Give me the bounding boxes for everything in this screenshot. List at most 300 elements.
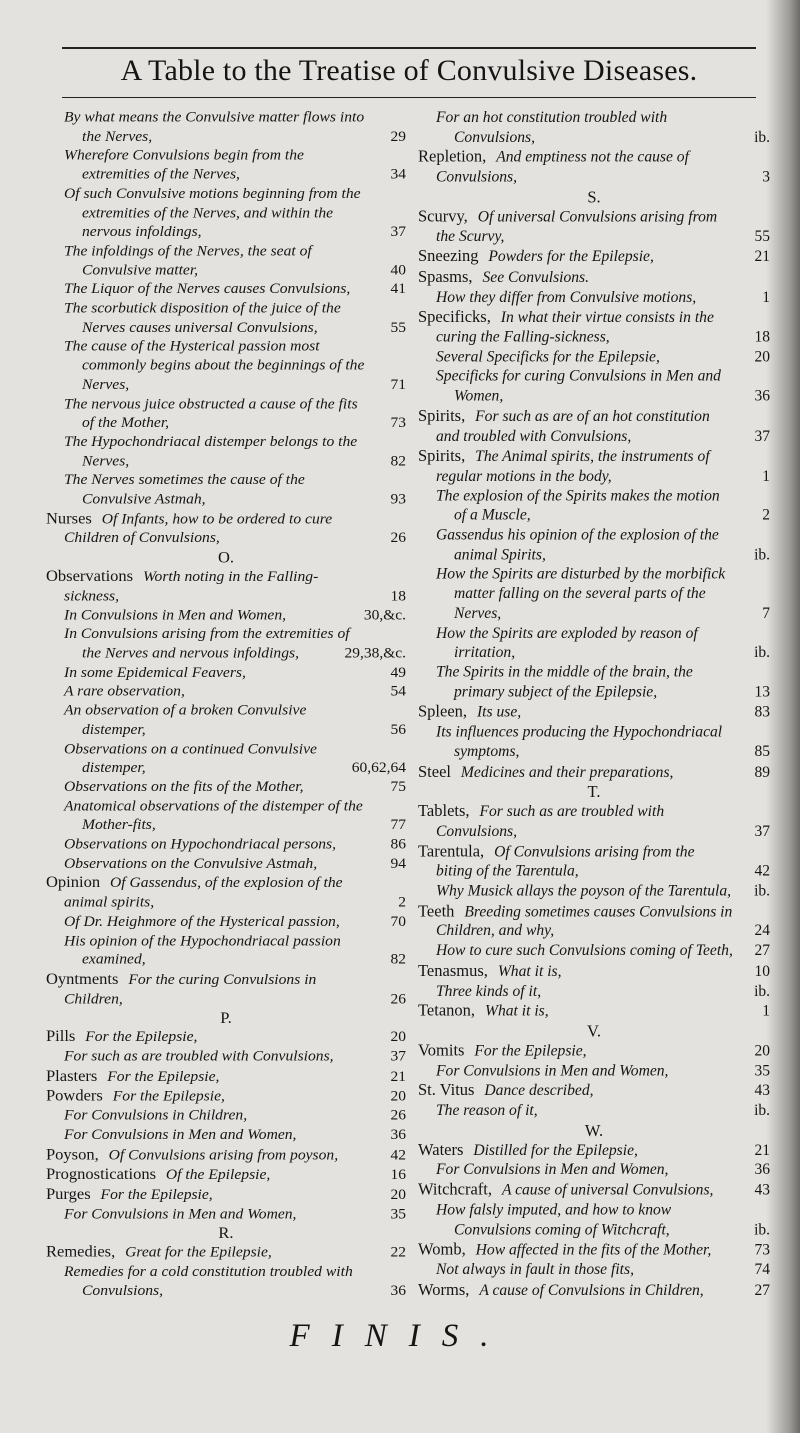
entry-body [64, 797, 406, 835]
entry-headword: Scurvy, [418, 206, 468, 226]
entry-text: How the Spirits are exploded by reason of irritation, [436, 624, 698, 662]
index-entry [418, 882, 770, 902]
entry-body [436, 486, 770, 525]
entry-text: Of Convulsions arising from the biting of the Tarentula, [436, 843, 695, 880]
entry-body [436, 981, 770, 1001]
page-number: 36 [390, 1282, 406, 1299]
index-entry [418, 1140, 770, 1161]
page-number: 43 [754, 1082, 770, 1100]
entry-text: The reason of it, [436, 1102, 538, 1120]
entry-body [436, 663, 770, 702]
entry-body [436, 565, 770, 624]
index-entry [46, 1125, 406, 1144]
index-entry [46, 1205, 406, 1224]
entry-text: Anatomical observations of the distemper of the Mother-fits, [64, 797, 363, 834]
page-number: 1 [762, 467, 770, 485]
entry-headword: Plasters [46, 1066, 98, 1085]
entry-text: By what means the Convulsive matter flows into the Nerves, [64, 108, 365, 145]
page-number: 37 [390, 1048, 406, 1065]
entry-body [64, 912, 406, 931]
index-entry [418, 246, 770, 267]
index-entry [418, 526, 770, 565]
page-number: 73 [390, 414, 406, 431]
entry-body [436, 1260, 770, 1280]
page-number: 85 [754, 743, 770, 760]
entry-text: The nervous juice obstructed a cause of the fits of the Mother, [64, 395, 358, 431]
entry-body [46, 1145, 406, 1165]
entry-text: In what their virtue consists in the curing the Falling-sickness, [436, 309, 714, 346]
index-entry [46, 931, 406, 969]
entry-body [46, 969, 406, 1008]
entry-text: Of Dr. Heighmore of the Hysterical passion, [64, 913, 340, 930]
entry-headword: Prognostications [46, 1164, 156, 1183]
entry-body [436, 882, 770, 902]
page-number: 2 [762, 507, 770, 524]
entry-headword: Spirits, [418, 406, 466, 425]
index-entry [46, 433, 406, 471]
entry-text: And emptiness not the cause of Convulsions, [436, 149, 689, 186]
entry-body [64, 1125, 406, 1144]
entry-body [64, 778, 406, 797]
index-entry [46, 663, 406, 682]
finis-text: FINIS. [289, 1318, 511, 1354]
index-entry [418, 702, 770, 723]
entry-text: Several Specificks for the Epilepsie, [436, 348, 660, 366]
index-entry [46, 625, 406, 663]
entry-body [418, 307, 770, 347]
entry-body [418, 1001, 770, 1022]
entry-text: The Nerves sometimes the cause of the Convulsive Astmah, [64, 471, 305, 508]
entry-body [418, 702, 770, 723]
section-letter: O. [217, 548, 235, 567]
entry-text: Observations on a continued Convulsive distemper, [64, 740, 317, 776]
index-entry [418, 206, 770, 246]
page-number: 27 [754, 1281, 770, 1299]
index-entry [46, 701, 406, 739]
index-entry [46, 1106, 406, 1125]
page-number: 20 [390, 1186, 406, 1204]
entry-text: A cause of Convulsions in Children, [479, 1281, 704, 1299]
index-entry [46, 739, 406, 777]
index-entry [418, 446, 770, 486]
entry-body [64, 299, 406, 337]
entry-headword: Spasms, [418, 266, 473, 286]
page-number: 82 [390, 951, 406, 968]
entry-text: How falsly imputed, and how to know Convulsions coming of Witchcraft, [436, 1201, 672, 1238]
page-number: 20 [390, 1088, 406, 1105]
index-entry [46, 242, 406, 280]
index-entry [46, 1027, 406, 1047]
entry-body [46, 509, 406, 548]
page-number: 10 [754, 962, 770, 980]
entry-text: Of Infants, how to be ordered to cure Children of Convulsions, [64, 510, 333, 547]
entry-body [64, 1262, 406, 1300]
entry-body [436, 367, 770, 406]
entry-text: What it is, [497, 962, 562, 980]
entry-text: For Convulsions in Men and Women, [436, 1161, 669, 1179]
page-number: 7 [762, 604, 770, 622]
index-entry [418, 1160, 770, 1180]
index-entry [418, 347, 770, 367]
page-number: 21 [390, 1068, 406, 1085]
entry-text: Observations on the Convulsive Astmah, [64, 854, 318, 872]
entry-body [64, 1106, 406, 1125]
left-column [46, 108, 406, 1300]
entry-headword: Witchcraft, [418, 1179, 493, 1199]
index-entry [418, 1061, 770, 1081]
entry-text: A cause of universal Convulsions, [501, 1181, 714, 1199]
entry-text: A rare observation, [64, 683, 185, 700]
page-number: ib. [754, 982, 770, 1000]
entry-body [64, 701, 406, 739]
page-number: 35 [390, 1205, 406, 1223]
page-number: 36 [754, 387, 770, 405]
entry-body [64, 433, 406, 471]
entry-headword: Specificks, [418, 307, 491, 327]
index-entry [418, 367, 770, 406]
entry-text: The explosion of the Spirits makes the motion of a Muscle, [436, 487, 720, 524]
entry-body [46, 1066, 406, 1086]
index-entry [418, 723, 770, 762]
entry-headword: St. Vitus [418, 1080, 475, 1100]
entry-headword: Worms, [418, 1279, 470, 1299]
entry-text: His opinion of the Hypochondriacal passion examined, [64, 932, 341, 968]
index-entry [418, 406, 770, 446]
page-number: 71 [390, 376, 406, 393]
page-number: 83 [754, 703, 770, 721]
entry-body [64, 108, 406, 146]
entry-body [46, 1027, 406, 1047]
index-entry [418, 1101, 770, 1121]
page-number: 37 [754, 427, 770, 445]
entry-headword: Repletion, [418, 147, 487, 167]
page-number: 60,62,64 [351, 759, 406, 776]
index-entry [46, 606, 406, 625]
entry-text: Great for the Epilepsie, [125, 1244, 272, 1261]
page-number: 49 [390, 663, 406, 681]
index-entry [418, 1260, 770, 1280]
index-entry [46, 778, 406, 797]
entry-text: The Liquor of the Nerves causes Convulsions, [64, 280, 351, 298]
page-number: 29,38,&c. [344, 644, 406, 662]
index-entry [418, 1280, 770, 1301]
entry-headword: Spleen, [418, 701, 468, 721]
entry-body [418, 1081, 770, 1102]
entry-body [46, 873, 406, 912]
entry-headword: Womb, [418, 1239, 466, 1259]
entry-headword: Powders [46, 1086, 103, 1105]
entry-body [64, 337, 406, 394]
entry-headword: Sneezing [418, 246, 479, 266]
page-number: 73 [754, 1241, 770, 1259]
entry-body [46, 1185, 406, 1205]
page-number: 2 [398, 894, 406, 911]
top-rule [62, 47, 756, 49]
entry-text: For the curing Convulsions in Children, [64, 971, 317, 1007]
page-number: 35 [754, 1062, 770, 1079]
entry-text: Three kinds of it, [436, 982, 542, 1000]
page-number: 37 [754, 822, 770, 840]
entry-body [436, 1160, 770, 1180]
index-entry [418, 624, 770, 663]
page-number: 43 [754, 1181, 770, 1199]
entry-text: How the Spirits are disturbed by the morbifick matter falling on the several parts of the Nerves, [436, 565, 726, 622]
page-number: 77 [390, 816, 406, 834]
entry-text: For the Epilepsie, [474, 1042, 587, 1060]
page-number: 3 [762, 168, 770, 186]
entry-text: Of Gassendus, of the explosion of the animal spirits, [64, 874, 343, 911]
index-entry [418, 486, 770, 525]
page-number: 56 [390, 721, 406, 738]
page-title: A Table to the Treatise of Convulsive Diseases. [120, 54, 698, 87]
index-entry [418, 1200, 770, 1239]
page-number: 26 [390, 990, 406, 1007]
page-number: 18 [754, 328, 770, 346]
entry-body [64, 1205, 406, 1224]
entry-text: For such as are troubled with Convulsions, [436, 803, 665, 840]
page-number: 1 [762, 288, 770, 306]
page-number: 24 [754, 922, 770, 940]
index-entry [418, 1240, 770, 1261]
page-number: 21 [754, 248, 770, 266]
entry-text: For Convulsions in Children, [64, 1107, 248, 1124]
entry-text: Observations on the fits of the Mother, [64, 778, 304, 796]
entry-body [418, 446, 770, 486]
index-entry [418, 663, 770, 702]
page-number: ib. [754, 128, 770, 146]
entry-body [64, 931, 406, 969]
page-number: 20 [754, 1042, 770, 1060]
entry-text: Wherefore Convulsions begin from the extremities of the Nerves, [64, 147, 304, 183]
entry-headword: Tetanon, [418, 1001, 476, 1020]
entry-text: For the Epilepsie, [112, 1088, 225, 1105]
page-number: 86 [390, 835, 406, 853]
page-number: 20 [390, 1028, 406, 1046]
index-entry [418, 901, 770, 941]
entry-body [436, 288, 770, 308]
entry-text: How they differ from Convulsive motions, [436, 288, 697, 306]
entry-text: Of Convulsions arising from poyson, [108, 1146, 339, 1163]
entry-body [436, 1101, 770, 1121]
page-number: 42 [754, 862, 770, 880]
entry-text: Worth noting in the Falling-sickness, [64, 568, 319, 605]
entry-body [418, 1040, 770, 1061]
entry-body [418, 1180, 770, 1201]
index-entry [46, 854, 406, 873]
entry-headword: Waters [418, 1139, 464, 1159]
index-entry [418, 801, 770, 841]
index-entry [46, 1066, 406, 1086]
section-letter: S. [587, 187, 601, 207]
page-number: 20 [754, 348, 770, 366]
entry-body [46, 1165, 406, 1185]
entry-text: Of universal Convulsions arising from the Scurvy, [436, 208, 718, 245]
page-number: ib. [754, 1102, 770, 1120]
entry-body [418, 762, 770, 783]
entry-text: For such as are troubled with Convulsions, [64, 1048, 334, 1065]
entry-body [64, 835, 406, 854]
entry-body [64, 1047, 406, 1066]
entry-text: Distilled for the Epilepsie, [473, 1141, 638, 1159]
entry-text: Its influences producing the Hypochondriacal symptoms, [436, 723, 723, 760]
page-number: ib. [754, 644, 770, 662]
page-number: ib. [754, 882, 770, 900]
right-column [418, 108, 770, 1300]
index-entry [46, 567, 406, 606]
entry-text: In Convulsions in Men and Women, [64, 606, 287, 624]
page-number: 30,&c. [363, 606, 406, 624]
page-number: 1 [762, 1003, 770, 1020]
entry-headword: Opinion [46, 873, 101, 892]
entry-body [64, 242, 406, 280]
index-entry [418, 841, 770, 881]
entry-headword: Vomits [418, 1040, 465, 1060]
book-gutter-shadow [766, 0, 800, 1433]
page-number: 42 [390, 1146, 406, 1163]
entry-headword: Nurses [46, 508, 92, 528]
page-number: 18 [390, 587, 406, 605]
entry-text: For the Epilepsie, [85, 1028, 198, 1046]
entry-body [64, 471, 406, 509]
index-entry [418, 961, 770, 982]
page-number: 16 [390, 1166, 406, 1183]
entry-body [418, 1140, 770, 1161]
entry-body [436, 347, 770, 367]
section-letter: R. [218, 1223, 234, 1243]
entry-text: See Convulsions. [482, 268, 590, 286]
index-entry [46, 969, 406, 1008]
index-entry [418, 267, 770, 288]
page-number: 37 [390, 223, 406, 241]
entry-text: The Spirits in the middle of the brain, the primary subject of the Epilepsie, [436, 663, 693, 701]
entry-body [64, 394, 406, 432]
entry-body [46, 567, 406, 606]
entry-text: How to cure such Convulsions coming of Teeth, [436, 942, 733, 960]
entry-text: Observations on Hypochondriacal persons, [64, 835, 336, 853]
entry-text: Of such Convulsive motions beginning from the extremities of the Nerves, and within the nervous infoldings, [64, 185, 361, 241]
entry-headword: Remedies, [46, 1242, 116, 1261]
entry-text: For Convulsions in Men and Women, [436, 1062, 669, 1079]
title-rule [62, 97, 756, 98]
page-number: 36 [390, 1126, 406, 1143]
page-number: 27 [754, 942, 770, 960]
index-entry [46, 1145, 406, 1165]
index-entry [418, 1001, 770, 1022]
entry-body [64, 280, 406, 299]
index-entry [418, 1040, 770, 1061]
section-letter: T. [587, 782, 601, 802]
entry-body [64, 146, 406, 184]
page-number: 55 [390, 319, 406, 336]
entry-body [436, 108, 770, 147]
page-number: 22 [390, 1244, 406, 1261]
entry-body [436, 526, 770, 565]
entry-headword: Tenasmus, [418, 960, 488, 980]
entry-body [418, 206, 770, 246]
entry-text: Not always in fault in those fits, [436, 1261, 634, 1279]
entry-text: For the Epilepsie, [107, 1068, 220, 1085]
page-number: 89 [754, 763, 770, 781]
entry-text: Specificks for curing Convulsions in Men and Women, [436, 367, 721, 405]
entry-headword: Spirits, [418, 446, 466, 466]
page-number: 54 [390, 683, 406, 700]
entry-body [436, 1061, 770, 1081]
entry-body [64, 854, 406, 873]
entry-body [418, 901, 770, 941]
entry-headword: Observations [46, 566, 134, 585]
entry-text: Its use, [476, 703, 522, 721]
entry-text: What it is, [484, 1003, 549, 1020]
page-number: 13 [754, 683, 770, 701]
entry-text: The Hypochondriacal distemper belongs to the Nerves, [64, 433, 358, 470]
index-entry [418, 762, 770, 783]
page-number: 93 [390, 490, 406, 508]
entry-text: Remedies for a cold constitution troubled with Convulsions, [64, 1263, 353, 1299]
entry-text: The cause of the Hysterical passion most commonly begins about the beginnings of the Nerves, [64, 338, 365, 393]
index-entry [418, 981, 770, 1001]
section-letter: V. [587, 1021, 601, 1041]
index-entry [46, 682, 406, 701]
index-entry [46, 184, 406, 241]
entry-body [64, 682, 406, 701]
entry-body [418, 406, 770, 446]
index-entry [46, 797, 406, 835]
entry-text: For Convulsions in Men and Women, [64, 1205, 297, 1223]
page-number: 29 [390, 128, 406, 145]
index-entry [418, 108, 770, 147]
entry-headword: Steel [418, 761, 451, 781]
entry-headword: Tablets, [418, 801, 470, 821]
index-entry [418, 147, 770, 187]
page-number: 55 [754, 227, 770, 245]
page-number: 36 [754, 1161, 770, 1179]
entry-text: Of the Epilepsie, [165, 1166, 271, 1183]
index-entry [418, 565, 770, 624]
entry-text: Why Musick allays the poyson of the Tarentula, [436, 882, 732, 900]
entry-body [64, 663, 406, 682]
entry-headword: Teeth [418, 901, 455, 920]
index-entry [46, 1185, 406, 1205]
entry-headword: Oyntments [46, 969, 119, 988]
entry-body [436, 941, 770, 961]
entry-text: For such as are of an hot constitution and troubled with Convulsions, [436, 408, 710, 445]
entry-body [46, 1242, 406, 1262]
index-entry [46, 1242, 406, 1262]
entry-body [418, 841, 770, 881]
section-letter: W. [584, 1120, 604, 1140]
entry-text: The scorbutick disposition of the juice of the Nerves causes universal Convulsions, [64, 299, 341, 336]
page-number: 26 [390, 1107, 406, 1124]
entry-text: In some Epidemical Feavers, [64, 663, 246, 681]
section-letter: P. [220, 1008, 232, 1028]
entry-text: Powders for the Epilepsie, [488, 248, 654, 266]
page-number: 75 [390, 778, 406, 796]
page-number: 94 [390, 854, 406, 872]
entry-body [436, 1200, 770, 1239]
entry-headword: Tarentula, [418, 841, 485, 861]
entry-body [64, 184, 406, 241]
entry-body [436, 624, 770, 663]
entry-body [418, 961, 770, 982]
index-entry [46, 1262, 406, 1300]
index-entry [46, 835, 406, 854]
index-entry [418, 941, 770, 961]
index-entry [46, 1047, 406, 1066]
page-number: ib. [754, 1221, 770, 1238]
page-number: 41 [390, 280, 406, 298]
page-number: 34 [390, 166, 406, 183]
entry-text: For Convulsions in Men and Women, [64, 1126, 297, 1143]
